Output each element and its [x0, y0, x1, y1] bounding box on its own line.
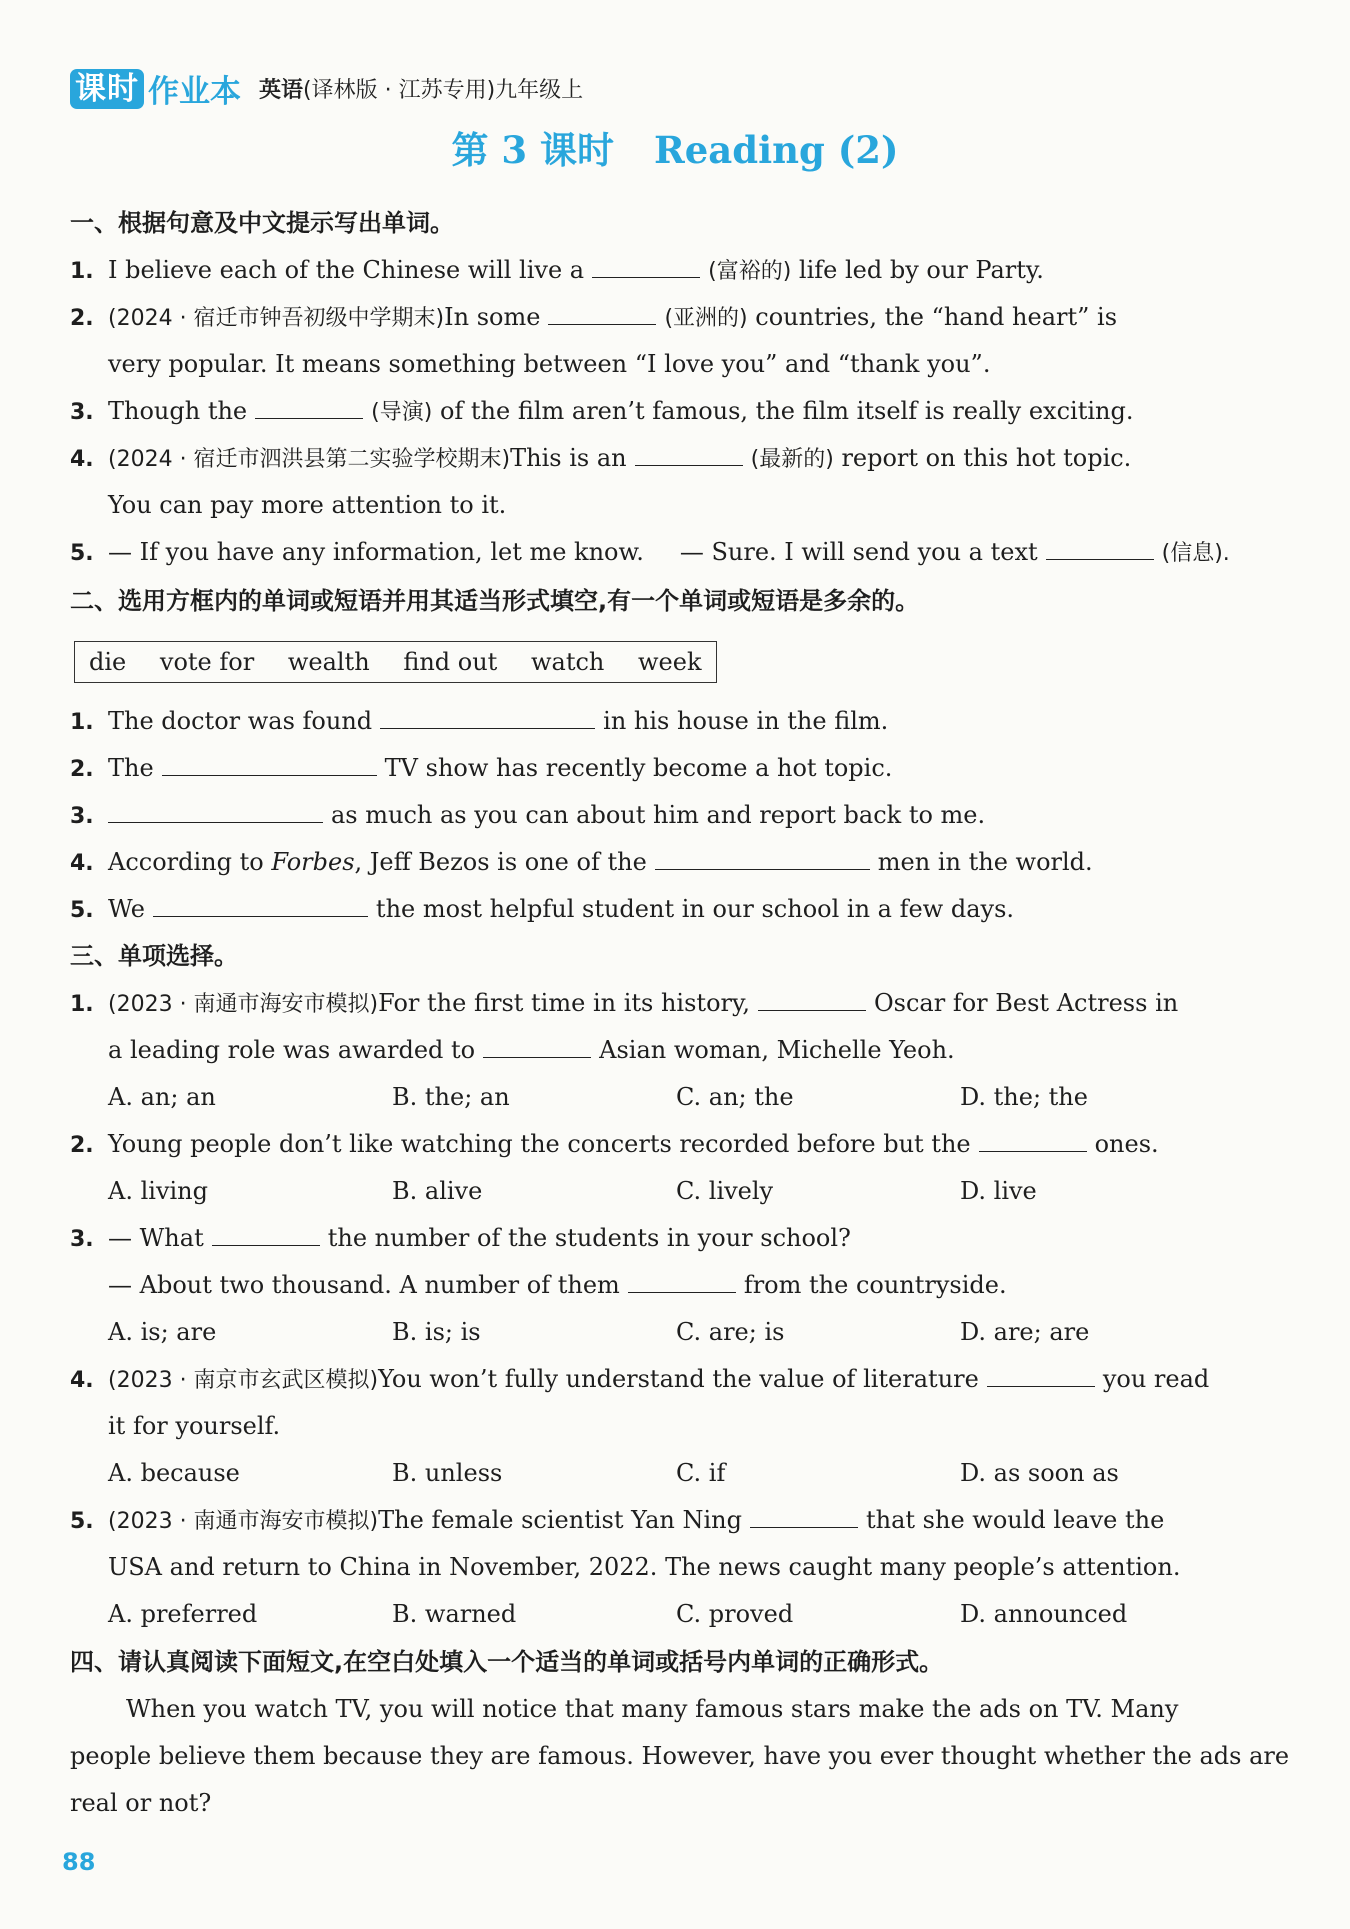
q-text: For the first time in its history, [378, 989, 750, 1017]
q-text: , Jeff Bezos is one of the [354, 848, 647, 876]
q-hint: (信息). [1161, 541, 1230, 566]
option-b[interactable]: B. warned [392, 1600, 517, 1628]
s3-q3 [70, 1221, 1270, 1257]
q-source: (2023 · 南京市玄武区模拟) [108, 1368, 379, 1393]
q-source: (2024 · 宿迁市钟吾初级中学期末) [108, 306, 445, 331]
option-c[interactable]: C. an; the [676, 1083, 794, 1111]
option-d[interactable]: D. are; are [960, 1318, 1090, 1346]
q-text: This is an [510, 444, 627, 472]
option-b[interactable]: B. alive [392, 1177, 483, 1205]
passage-line-2: people believe them because they are famous. However, have you ever thought whether the ads are [70, 1742, 1290, 1770]
q-text: countries, the “hand heart” is [755, 303, 1118, 331]
word-option: find out [403, 648, 498, 676]
option-d[interactable]: D. the; the [960, 1083, 1088, 1111]
word-option: vote for [159, 648, 255, 676]
option-a[interactable]: A. because [108, 1459, 240, 1487]
q-text: life led by our Party. [798, 256, 1044, 284]
answer-blank[interactable] [750, 1503, 858, 1528]
section3-heading: 三、单项选择。 [70, 942, 238, 970]
q-hint: (富裕的) [708, 259, 792, 284]
question-number: 1. [70, 710, 94, 735]
q-text: TV show has recently become a hot topic. [384, 754, 893, 782]
s3-q2 [70, 1127, 1270, 1163]
answer-blank[interactable] [255, 394, 363, 419]
q-text: from the countryside. [743, 1271, 1007, 1299]
q-text: The female scientist Yan Ning [378, 1506, 742, 1534]
book-subtitle [259, 73, 583, 104]
answer-blank[interactable] [655, 845, 870, 870]
answer-blank[interactable] [979, 1127, 1087, 1152]
s1-q2-cont: very popular. It means something between “I love you” and “thank you”. [108, 350, 991, 378]
answer-blank[interactable] [108, 798, 323, 823]
s1-q4 [70, 441, 1270, 477]
s3-q1 [70, 986, 1270, 1022]
option-b[interactable]: B. unless [392, 1459, 503, 1487]
s1-q2 [70, 300, 1270, 336]
section1-heading: 一、根据句意及中文提示写出单词。 [70, 209, 454, 237]
q-source: (2023 · 南通市海安市模拟) [108, 992, 379, 1017]
section4-heading: 四、请认真阅读下面短文,在空白处填入一个适当的单词或括号内单词的正确形式。 [70, 1648, 944, 1676]
s3-q5 [70, 1503, 1270, 1539]
q-source: (2023 · 南通市海安市模拟) [108, 1509, 379, 1534]
q-text: — Sure. I will send you a text [679, 538, 1038, 566]
s3-q1-cont [108, 1033, 1308, 1067]
s2-q4 [70, 845, 1270, 881]
option-c[interactable]: C. lively [676, 1177, 774, 1205]
q-text: report on this hot topic. [841, 444, 1132, 472]
q-text: the number of the students in your school? [327, 1224, 851, 1252]
option-c[interactable]: C. are; is [676, 1318, 785, 1346]
q-text: In some [444, 303, 541, 331]
passage-line-3: real or not? [70, 1789, 212, 1817]
word-option: watch [530, 648, 605, 676]
logo-text: 作业本 [148, 74, 241, 110]
s1-q5 [70, 535, 1270, 571]
passage-line-1: When you watch TV, you will notice that many famous stars make the ads on TV. Many [126, 1695, 1179, 1723]
s2-q1 [70, 704, 1270, 740]
q-text: The [108, 754, 154, 782]
s3-q3-cont [108, 1268, 1308, 1302]
answer-blank[interactable] [162, 751, 377, 776]
q-text: We [108, 895, 145, 923]
question-number: 2. [70, 1133, 94, 1158]
q-text: of the film aren’t famous, the film itself is really exciting. [439, 397, 1134, 425]
section2-heading: 二、选用方框内的单词或短语并用其适当形式填空,有一个单词或短语是多余的。 [70, 587, 920, 615]
answer-blank[interactable] [1046, 535, 1154, 560]
q-text: I believe each of the Chinese will live a [108, 256, 585, 284]
word-box [74, 641, 717, 683]
option-c[interactable]: C. if [676, 1459, 726, 1487]
s1-q3 [70, 394, 1270, 430]
edition-label: (译林版 · 江苏专用)九年级上 [303, 78, 584, 103]
option-b[interactable]: B. is; is [392, 1318, 481, 1346]
logo-box: 课时 [70, 69, 144, 109]
question-number: 4. [70, 1368, 94, 1393]
answer-blank[interactable] [592, 253, 700, 278]
answer-blank[interactable] [212, 1221, 320, 1246]
q-text: — About two thousand. A number of them [108, 1271, 620, 1299]
q-text: men in the world. [877, 848, 1093, 876]
s2-q2 [70, 751, 1270, 787]
q-text: Asian woman, Michelle Yeoh. [599, 1036, 955, 1064]
q-text: you read [1102, 1365, 1210, 1393]
s3-q5-cont: USA and return to China in November, 2022. The news caught many people’s attention. [108, 1553, 1181, 1581]
question-number: 2. [70, 757, 94, 782]
answer-blank[interactable] [548, 300, 656, 325]
q-italic: Forbes [271, 848, 355, 876]
q-text: You won’t fully understand the value of literature [378, 1365, 979, 1393]
option-d[interactable]: D. live [960, 1177, 1037, 1205]
answer-blank[interactable] [987, 1362, 1095, 1387]
lesson-title-cn: 第 3 课时 [451, 128, 614, 172]
question-number: 3. [70, 1227, 94, 1252]
s3-q4-cont: it for yourself. [108, 1412, 281, 1440]
answer-blank[interactable] [635, 441, 743, 466]
q-text: that she would leave the [865, 1506, 1165, 1534]
answer-blank[interactable] [628, 1268, 736, 1293]
question-number: 3. [70, 400, 94, 425]
lesson-title [0, 120, 1350, 174]
q-text: in his house in the film. [603, 707, 889, 735]
word-option: die [89, 648, 127, 676]
q-text: Young people don’t like watching the concerts recorded before but the [108, 1130, 971, 1158]
question-number: 1. [70, 992, 94, 1017]
lesson-title-en: Reading (2) [653, 128, 899, 172]
q-text: as much as you can about him and report back to me. [331, 801, 986, 829]
question-number: 5. [70, 1509, 94, 1534]
question-number: 4. [70, 447, 94, 472]
question-number: 5. [70, 898, 94, 923]
option-a[interactable]: A. preferred [108, 1600, 258, 1628]
s3-q4 [70, 1362, 1270, 1398]
answer-blank[interactable] [380, 704, 595, 729]
option-a[interactable]: A. living [108, 1177, 208, 1205]
s1-q4-cont: You can pay more attention to it. [108, 491, 507, 519]
s1-q1 [70, 253, 1270, 289]
question-number: 2. [70, 306, 94, 331]
q-text: — If you have any information, let me know. [108, 538, 644, 566]
answer-blank[interactable] [483, 1033, 591, 1058]
page-number: 88 [62, 1848, 96, 1876]
word-option: wealth [287, 648, 370, 676]
q-hint: (最新的) [750, 447, 834, 472]
q-hint: (导演) [371, 400, 433, 425]
q-text: — What [108, 1224, 204, 1252]
q-text: The doctor was found [108, 707, 373, 735]
page-header [70, 66, 583, 111]
option-a[interactable]: A. an; an [108, 1083, 216, 1111]
question-number: 1. [70, 259, 94, 284]
q-hint: (亚洲的) [664, 306, 748, 331]
s2-q5 [70, 892, 1270, 928]
q-text: Oscar for Best Actress in [874, 989, 1179, 1017]
q-text: ones. [1094, 1130, 1159, 1158]
subject-label: 英语 [259, 78, 304, 103]
q-text: the most helpful student in our school in a few days. [375, 895, 1015, 923]
s2-q3 [70, 798, 1270, 834]
word-option: week [638, 648, 702, 676]
question-number: 5. [70, 541, 94, 566]
question-number: 3. [70, 804, 94, 829]
answer-blank[interactable] [758, 986, 866, 1011]
option-a[interactable]: A. is; are [108, 1318, 217, 1346]
option-b[interactable]: B. the; an [392, 1083, 510, 1111]
q-source: (2024 · 宿迁市泗洪县第二实验学校期末) [108, 447, 511, 472]
option-d[interactable]: D. as soon as [960, 1459, 1119, 1487]
q-text: According to [108, 848, 264, 876]
option-c[interactable]: C. proved [676, 1600, 794, 1628]
q-text: Though the [108, 397, 248, 425]
q-text: a leading role was awarded to [108, 1036, 476, 1064]
answer-blank[interactable] [153, 892, 368, 917]
option-d[interactable]: D. announced [960, 1600, 1128, 1628]
question-number: 4. [70, 851, 94, 876]
